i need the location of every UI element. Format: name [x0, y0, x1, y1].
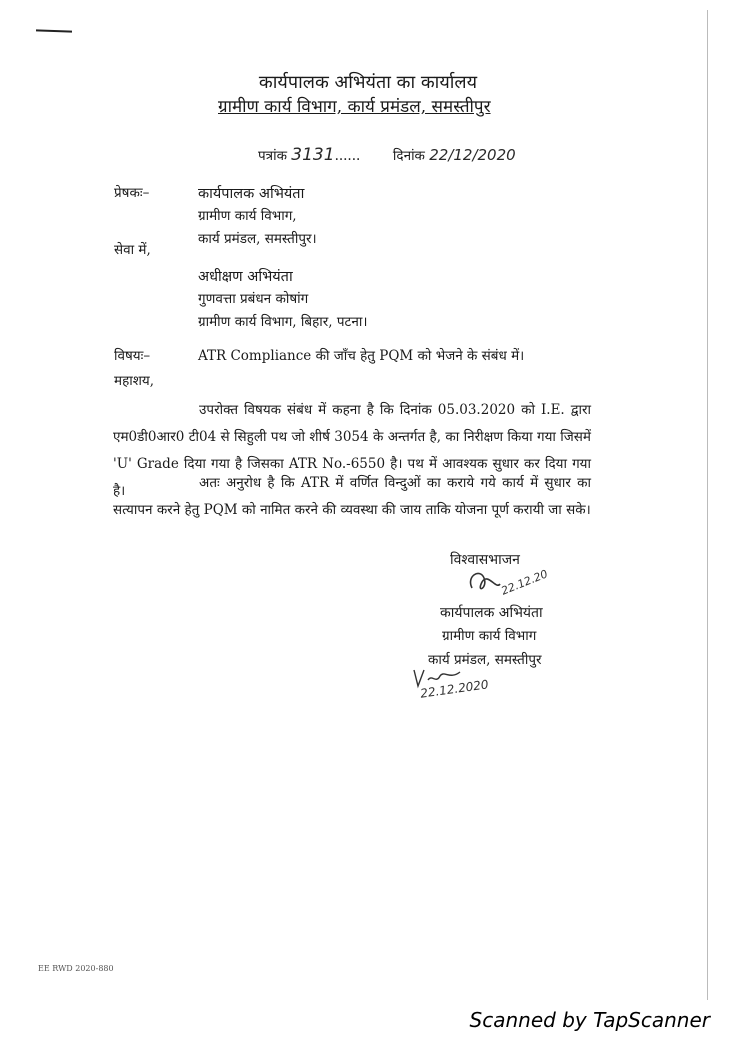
date-value: 22/12/2020: [429, 146, 516, 164]
scanner-watermark: Scanned by TapScanner: [469, 1008, 710, 1032]
reference-line: [258, 145, 516, 165]
body-paragraph-2: [113, 470, 591, 524]
signature-date: 22.12.20: [499, 567, 550, 598]
recipient-designation: अधीक्षण अभियंता: [198, 269, 293, 285]
salutation: महाशय,: [114, 373, 155, 389]
date-label: दिनांक: [392, 148, 425, 164]
sender-designation: कार्यपालक अभियंता: [198, 186, 305, 202]
scan-mark: [36, 29, 72, 32]
subject-text: ATR Compliance की जाँच हेतु PQM को भेजने के संबंध में।: [198, 348, 525, 364]
patrank-value: 3131: [291, 145, 335, 165]
recipient-line2: गुणवत्ता प्रबंधन कोषांग: [198, 291, 309, 307]
subject-label: विषयः–: [114, 348, 151, 364]
recipient-line3: ग्रामीण कार्य विभाग, बिहार, पटना।: [198, 314, 368, 330]
closing-line3: कार्य प्रमंडल, समस्तीपुर: [428, 652, 542, 668]
initials-date: 22.12.2020: [419, 677, 490, 701]
footer-code: EE RWD 2020-880: [38, 964, 114, 973]
body-paragraph-1-text: उपरोक्त विषयक संबंध में कहना है कि दिनांक 05.03.2020 को I.E. द्वारा एम0डी0आर0 टी04 से सिहुली पथ जो शीर्ष 3054 के अन्तर्गत है, का निरीक्षण किया गया जिसमें 'U' Grade दिया गया है जिसका ATR No.-6550 है। पथ में आवश्यक सुधार कर दिया गया है।: [113, 402, 591, 499]
closing-line2: ग्रामीण कार्य विभाग: [442, 628, 537, 644]
patrank-label: पत्रांक: [258, 148, 287, 164]
sender-label: प्रेषकः–: [114, 185, 150, 201]
valediction: विश्वासभाजन: [450, 552, 520, 568]
closing-designation: कार्यपालक अभियंता: [440, 605, 543, 621]
sender-line3: कार्य प्रमंडल, समस्तीपुर।: [198, 231, 317, 247]
patrank-dots: ......: [334, 148, 361, 164]
sender-line2: ग्रामीण कार्य विभाग,: [198, 208, 297, 224]
department-line: ग्रामीण कार्य विभाग, कार्य प्रमंडल, समस्तीपुर: [218, 97, 491, 117]
recipient-label: सेवा में,: [114, 242, 151, 258]
scan-edge-line: [707, 10, 708, 1000]
office-title: कार्यपालक अभियंता का कार्यालय: [258, 72, 478, 93]
body-paragraph-2-text: अतः अनुरोध है कि ATR में वर्णित विन्दुओं का कराये गये कार्य में सुधार का सत्यापन करने हेतु PQM को नामित करने की व्यवस्था की जाय ताकि योजना पूर्ण करायी जा सके।: [113, 475, 591, 518]
